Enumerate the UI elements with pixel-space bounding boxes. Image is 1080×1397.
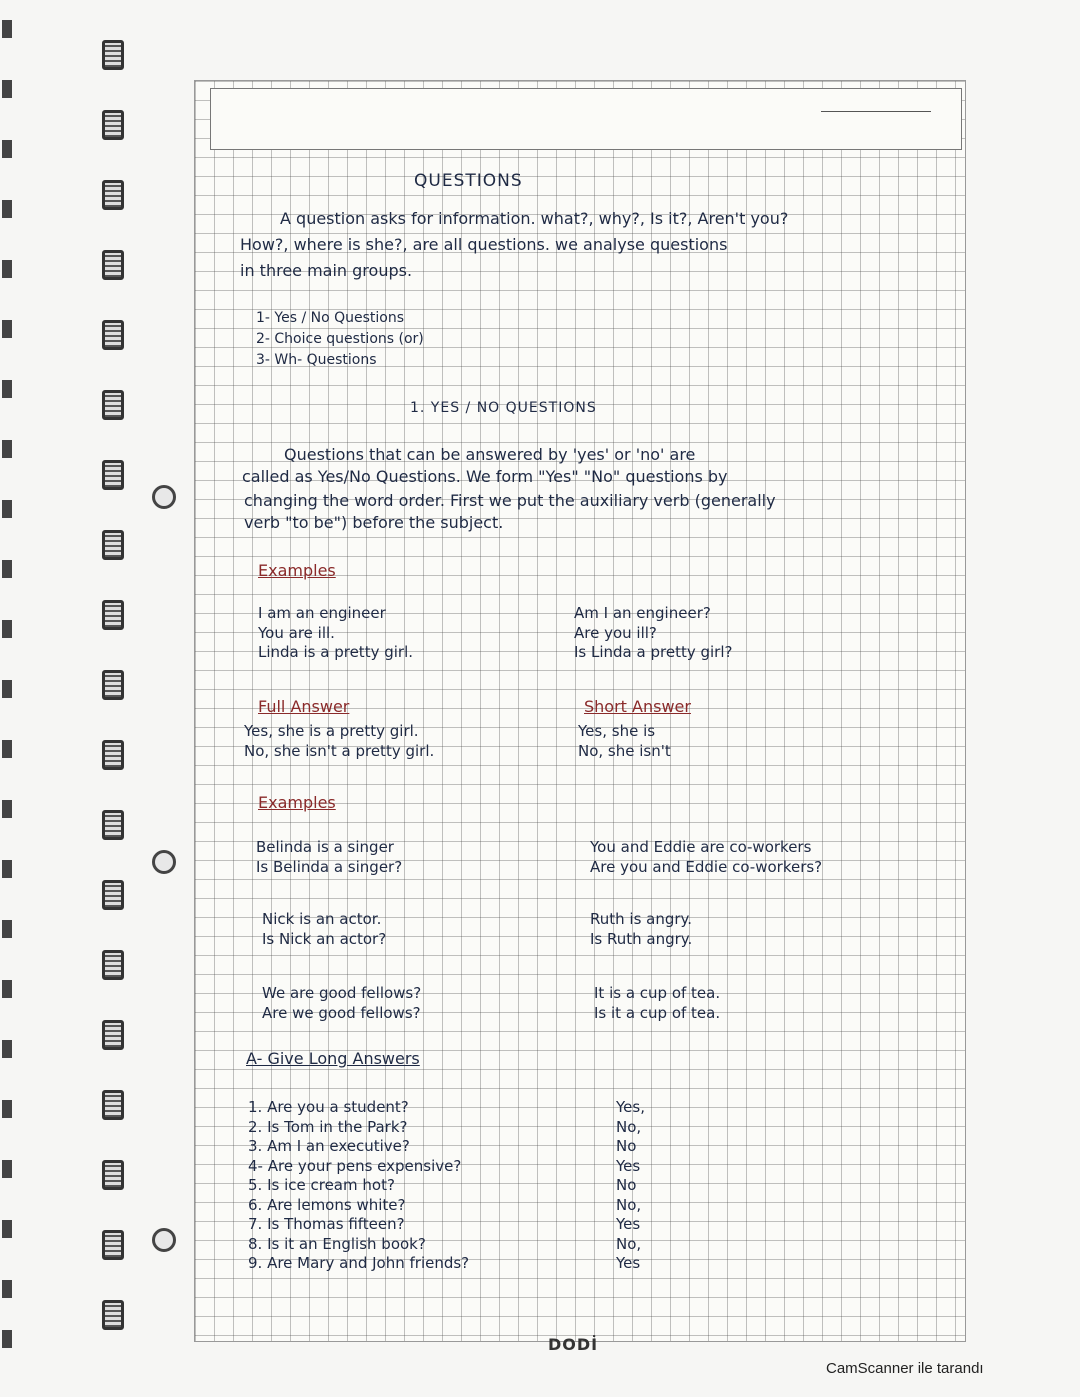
section-text-3: changing the word order. First we put the auxiliary verb (generally	[244, 491, 776, 510]
examples2-left-3	[262, 984, 421, 1023]
example-statement: You and Eddie are co-workers	[590, 838, 812, 856]
group-item-1: 1- Yes / No Questions	[256, 310, 405, 326]
group-item-2: 2- Choice questions (or)	[256, 331, 424, 347]
notebook-brand: DODİ	[548, 1335, 599, 1354]
exercise-answer: No,	[616, 1117, 642, 1136]
exercise-question: 1. Are you a student?	[248, 1098, 409, 1116]
example-statement: I am an engineer	[258, 604, 386, 622]
header-box	[210, 88, 962, 150]
intro-line-1: A question asks for information. what?, why?, Is it?, Aren't you?	[280, 209, 789, 228]
exercise-answer: No,	[616, 1195, 642, 1214]
exercise-question: 5. Is ice cream hot?	[248, 1176, 395, 1194]
scanner-watermark: CamScanner ile tarandı	[826, 1360, 984, 1377]
example-question: Is it a cup of tea.	[594, 1003, 721, 1022]
example-statement: We are good fellows?	[262, 984, 422, 1002]
example-statement: Nick is an actor.	[262, 910, 382, 928]
examples2-left-2	[262, 910, 386, 949]
example-question: Are we good fellows?	[262, 1003, 421, 1022]
examples2-right-1	[590, 838, 822, 877]
binder-ring-icon	[152, 850, 176, 874]
example-question: Are you and Eddie co-workers?	[590, 857, 823, 876]
full-answer: Yes, she is a pretty girl.	[244, 722, 419, 740]
exercise-answer: Yes,	[616, 1098, 645, 1116]
exercise-answer: No	[616, 1137, 637, 1155]
exercise-answer: Yes	[616, 1254, 641, 1272]
exercise-question: 7. Is Thomas fifteen?	[248, 1215, 405, 1233]
example-statement: Belinda is a singer	[256, 838, 394, 856]
exercise-questions	[248, 1098, 469, 1274]
exercise-question: 2. Is Tom in the Park?	[248, 1117, 408, 1136]
notebook-spiral	[96, 40, 132, 1360]
example-statement: You are ill.	[258, 623, 335, 642]
section-text-1: Questions that can be answered by 'yes' or 'no' are	[284, 445, 696, 464]
exercise-question: 4- Are your pens expensive?	[248, 1156, 462, 1175]
full-answer-label: Full Answer	[258, 697, 350, 716]
full-answer: No, she isn't a pretty girl.	[244, 741, 435, 760]
short-answer-label: Short Answer	[584, 697, 691, 716]
exercise-question: 6. Are lemons white?	[248, 1195, 406, 1214]
exercise-question: 3. Am I an executive?	[248, 1137, 410, 1155]
section-text-4: verb "to be") before the subject.	[244, 513, 504, 532]
example-question: Am I an engineer?	[574, 604, 711, 622]
binder-ring-icon	[152, 1228, 176, 1252]
example-question: Are you ill?	[574, 623, 657, 642]
examples-left-column	[258, 604, 413, 663]
exercise-question: 8. Is it an English book?	[248, 1234, 426, 1253]
scan-edge	[0, 0, 14, 1397]
exercise-question: 9. Are Mary and John friends?	[248, 1254, 470, 1272]
examples2-right-3	[594, 984, 720, 1023]
short-answer: Yes, she is	[578, 722, 656, 740]
examples-right-column	[574, 604, 732, 663]
example-question: Is Belinda a singer?	[256, 857, 403, 876]
example-statement: Linda is a pretty girl.	[258, 643, 414, 661]
exercise-answer: Yes	[616, 1156, 641, 1175]
short-answer: No, she isn't	[578, 741, 671, 760]
examples2-left-1	[256, 838, 402, 877]
exercise-answer: Yes	[616, 1215, 641, 1233]
example-question: Is Linda a pretty girl?	[574, 643, 733, 661]
section-text-2: called as Yes/No Questions. We form "Yes" "No" questions by	[242, 467, 728, 486]
page-title: QUESTIONS	[414, 171, 523, 191]
section-heading: 1. YES / NO QUESTIONS	[410, 400, 597, 416]
examples2-right-2	[590, 910, 692, 949]
examples-label-2: Examples	[258, 793, 336, 812]
examples-label: Examples	[258, 561, 336, 580]
example-question: Is Nick an actor?	[262, 929, 387, 948]
group-item-3: 3- Wh- Questions	[256, 352, 377, 368]
short-answer-column	[578, 722, 671, 761]
intro-line-3: in three main groups.	[240, 261, 413, 280]
example-question: Is Ruth angry.	[590, 929, 693, 948]
binder-ring-icon	[152, 485, 176, 509]
example-statement: Ruth is angry.	[590, 910, 693, 928]
exercise-answers	[616, 1098, 645, 1274]
example-statement: It is a cup of tea.	[594, 984, 721, 1002]
intro-line-2: How?, where is she?, are all questions. we analyse questions	[240, 235, 728, 254]
exercise-title: A- Give Long Answers	[246, 1049, 420, 1068]
full-answer-column	[244, 722, 434, 761]
exercise-answer: No,	[616, 1234, 642, 1253]
exercise-answer: No	[616, 1176, 637, 1194]
